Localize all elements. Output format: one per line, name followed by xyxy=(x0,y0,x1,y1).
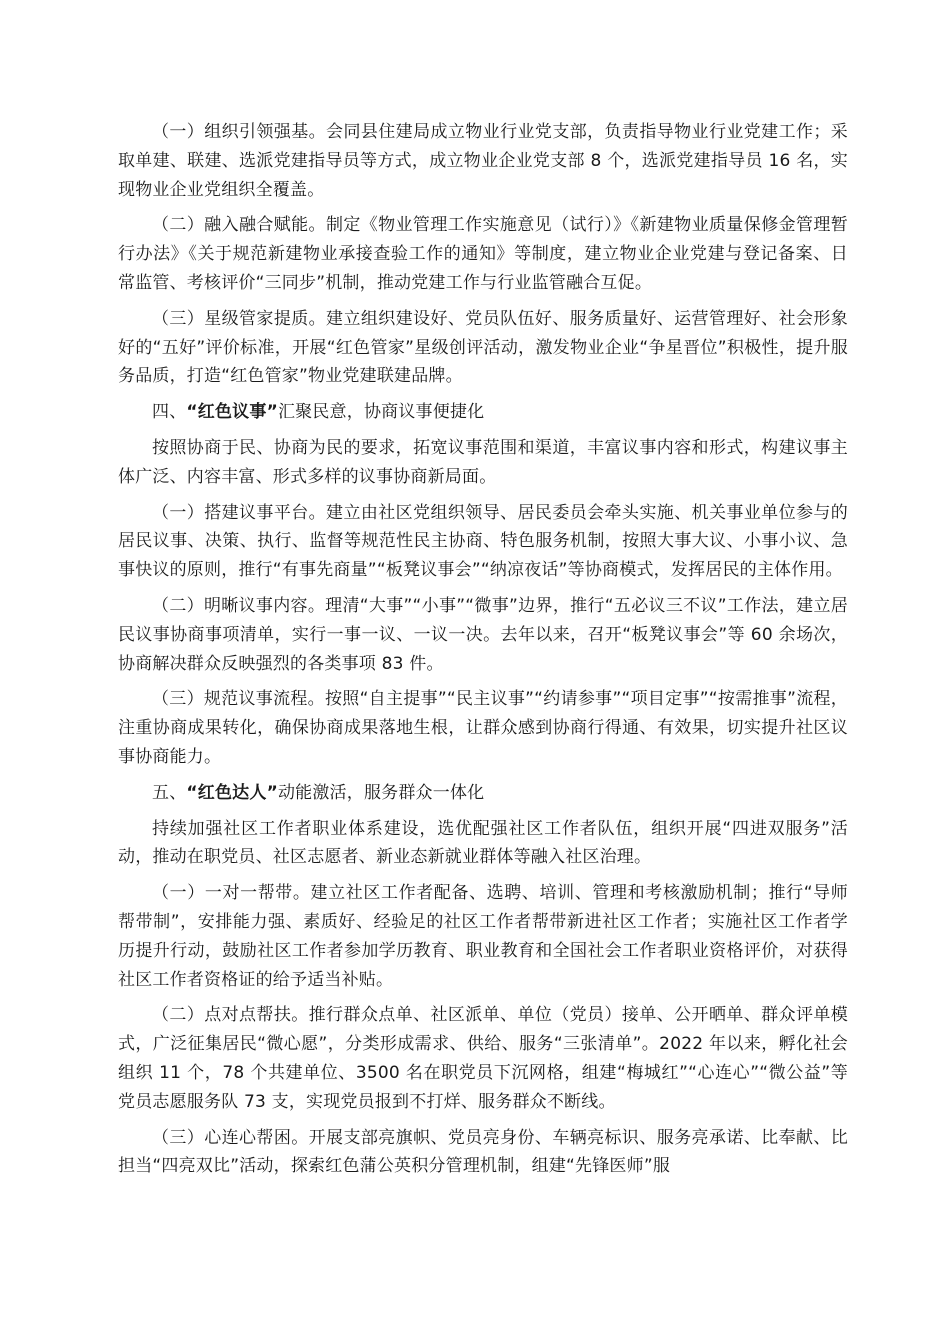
paragraph-deliberation-platform: （一）搭建议事平台。建立由社区党组织领导、居民委员会牵头实施、机关事业单位参与的居民议事、决策、执行、监督等规范性民主协商、特色服务机制，按照大事大议、小事小议、急事快议的原则，推行“有事先商量”“板凳议事会”“纳凉夜话”等协商模式，发挥居民的主体作用。 xyxy=(118,502,848,581)
paragraph-one-to-one-mentoring: （一）一对一帮带。建立社区工作者配备、选聘、培训、管理和考核激励机制；推行“导师帮带制”，安排能力强、素质好、经验足的社区工作者帮带新进社区工作者；实施社区工作者学历提升行动，鼓励社区工作者参加学历教育、职业教育和全国社会工作者职业资格评价，对获得社区工作者资格证的给予适当补贴。 xyxy=(118,883,848,990)
paragraph-deliberation-process: （三）规范议事流程。按照“自主提事”“民主议事”“约请参事”“项目定事”“按需推事”流程，注重协商成果转化，确保协商成果落地生根，让群众感到协商行得通、有效果，切实提升社区议事协商能力。 xyxy=(118,689,848,767)
section-heading-keyword: “红色达人” xyxy=(186,782,278,803)
paragraph-deliberation-content: （二）明晰议事内容。理清“大事”“小事”“微事”边界，推行“五必议三不议”工作法，建立居民议事协商事项清单，实行一事一议、一议一决。去年以来，召开“板凳议事会”等 60 余场次，协商解决群众反映强烈的各类事项 83 件。 xyxy=(118,595,848,674)
section-heading-red-talent xyxy=(118,779,848,808)
paragraph-organization-lead: （一）组织引领强基。会同县住建局成立物业行业党支部，负责指导物业行业党建工作；采取单建、联建、选派党建指导员等方式，成立物业企业党支部 8 个，选派党建指导员 16 名，实现物业企业党组织全覆盖。 xyxy=(118,122,848,200)
section-heading-keyword: “红色议事” xyxy=(186,402,278,423)
section-heading-prefix: 五、 xyxy=(152,782,187,803)
section-heading-suffix: 汇聚民意，协商议事便捷化 xyxy=(277,402,485,423)
section-heading-prefix: 四、 xyxy=(152,402,187,423)
section-intro: 按照协商于民、协商为民的要求，拓宽议事范围和渠道，丰富议事内容和形式，构建议事主体广泛、内容丰富、形式多样的议事协商新局面。 xyxy=(118,437,848,487)
section-heading-suffix: 动能激活，服务群众一体化 xyxy=(277,782,485,803)
document-page xyxy=(118,118,848,1188)
section-heading-red-deliberation xyxy=(118,398,848,427)
paragraph-heart-to-heart-support: （三）心连心帮困。开展支部亮旗帜、党员亮身份、车辆亮标识、服务亮承诺、比奉献、比担当“四亮双比”活动，探索红色蒲公英积分管理机制，组建“先锋医师”服 xyxy=(118,1127,848,1177)
paragraph-point-to-point-assistance: （二）点对点帮扶。推行群众点单、社区派单、单位（党员）接单、公开晒单、群众评单模式，广泛征集居民“微心愿”，分类形成需求、供给、服务“三张清单”。2022 年以来，孵化社会组织 11 个，78 个共建单位、3500 名在职党员下沉网格，组建“梅城红”“心连心”“微公益”等党员志愿服务队 73 支，实现党员报到不打烊、服务群众不断线。 xyxy=(118,1005,848,1112)
section-intro: 持续加强社区工作者职业体系建设，选优配强社区工作者队伍，组织开展“四进双服务”活动，推动在职党员、社区志愿者、新业态新就业群体等融入社区治理。 xyxy=(118,818,848,868)
paragraph-star-steward: （三）星级管家提质。建立组织建设好、党员队伍好、服务质量好、运营管理好、社会形象好的“五好”评价标准，开展“红色管家”星级创评活动，激发物业企业“争星晋位”积极性，提升服务品质，打造“红色管家”物业党建联建品牌。 xyxy=(118,308,848,387)
paragraph-integration: （二）融入融合赋能。制定《物业管理工作实施意见（试行）》《新建物业质量保修金管理暂行办法》《关于规范新建物业承接查验工作的通知》等制度，建立物业企业党建与登记备案、日常监管、考核评价“三同步”机制，推动党建工作与行业监管融合互促。 xyxy=(118,215,848,293)
